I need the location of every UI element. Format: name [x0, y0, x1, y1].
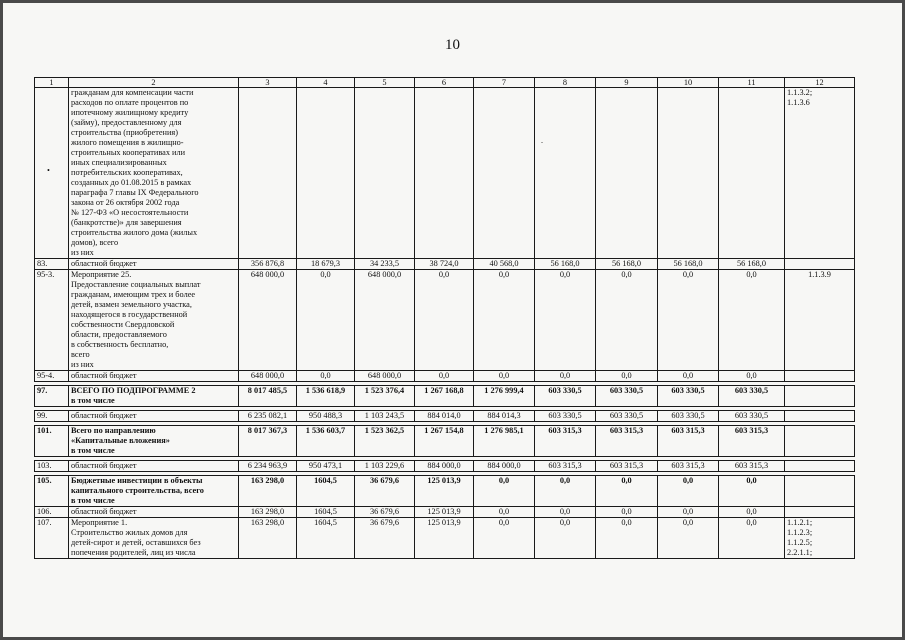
description-line: ВСЕГО ПО ПОДПРОГРАММЕ 2: [71, 386, 196, 395]
value-cell: 603 330,5: [658, 411, 719, 422]
value-cell: 1 276 999,4: [474, 386, 535, 407]
value-cell: 1 523 362,5: [355, 426, 415, 457]
value-cell: 1604,5: [297, 507, 355, 518]
description-line: закона от 26 октября 2002 года: [71, 198, 180, 207]
description-cell: [69, 426, 239, 457]
value-cell: 1 103 229,6: [355, 461, 415, 472]
header-cell: 7: [474, 78, 535, 88]
header-cell: 12: [785, 78, 855, 88]
description-line: расходов по оплате процентов по: [71, 98, 189, 107]
description-line: в том числе: [71, 496, 115, 505]
value-cell: 1 536 603,7: [297, 426, 355, 457]
value-cell: 1 267 154,8: [415, 426, 474, 457]
value-cell: 56 168,0: [658, 259, 719, 270]
value-cell: 163 298,0: [239, 476, 297, 507]
dash-mark: -: [541, 140, 543, 146]
table-row: [35, 518, 855, 559]
description-line: иных специализированных: [71, 158, 167, 167]
description-line: капитального строительства, всего: [71, 486, 204, 495]
row-number-cell: 103.: [35, 461, 69, 472]
row-number-cell: 97.: [35, 386, 69, 407]
value-cell: 0,0: [596, 371, 658, 382]
value-cell: 0,0: [596, 507, 658, 518]
reference-line: 1.1.3.6: [787, 98, 810, 107]
description-cell: [69, 88, 239, 259]
value-cell: 603 330,5: [719, 411, 785, 422]
row-number-cell: 105.: [35, 476, 69, 507]
value-cell: 1 536 618,9: [297, 386, 355, 407]
header-cell: 2: [69, 78, 239, 88]
value-cell: 0,0: [596, 476, 658, 507]
value-cell: [474, 88, 543, 259]
value-cell: 56 168,0: [535, 259, 596, 270]
reference-line: 1.1.2.3;: [787, 528, 813, 537]
description-line: из них: [71, 360, 94, 369]
value-cell: 603 315,3: [658, 461, 719, 472]
table-row: [35, 259, 855, 270]
reference-cell: [785, 507, 855, 518]
description-line: Строительство жилых домов для: [71, 528, 188, 537]
table-row: [35, 411, 855, 422]
value-cell: 0,0: [719, 518, 785, 559]
value-cell: 603 330,5: [719, 386, 785, 407]
page-number: 10: [445, 37, 460, 53]
table-row: [35, 426, 855, 457]
value-cell: 0,0: [719, 371, 785, 382]
description-line: в том числе: [71, 446, 115, 455]
description-line: в том числе: [71, 396, 115, 405]
header-cell: 10: [658, 78, 719, 88]
value-cell: 648 000,0: [355, 371, 415, 382]
value-cell: 0,0: [596, 518, 658, 559]
value-cell: 40 568,0: [474, 259, 535, 270]
value-cell: [239, 88, 297, 259]
value-cell: [355, 88, 415, 259]
description-line: детей, взамен земельного участка,: [71, 300, 192, 309]
value-cell: 603 330,5: [535, 386, 596, 407]
value-cell: 884 014,0: [415, 411, 474, 422]
reference-line: 2.2.1.1;: [787, 548, 813, 557]
reference-cell: [785, 476, 855, 507]
value-cell: 884 000,0: [474, 461, 535, 472]
row-number-cell: 95-3.: [35, 270, 69, 371]
description-line: (банкротстве)» для завершения: [71, 218, 182, 227]
reference-cell: [785, 386, 855, 407]
value-cell: 603 315,3: [535, 461, 596, 472]
description-line: из них: [71, 248, 94, 257]
value-cell: 603 330,5: [658, 386, 719, 407]
reference-line: 1.1.3.2;: [787, 88, 813, 97]
description-line: строительства (приобретения): [71, 128, 179, 137]
value-cell: 603 315,3: [596, 461, 658, 472]
reference-line: 1.1.2.5;: [787, 538, 813, 547]
row-number-cell: 106.: [35, 507, 69, 518]
value-cell: 648 000,0: [355, 270, 415, 371]
value-cell: 6 234 963,9: [239, 461, 297, 472]
description-cell: областной бюджет: [69, 507, 239, 518]
value-cell: [535, 88, 596, 259]
description-line: домов), всего: [71, 238, 119, 247]
value-cell: 603 315,3: [535, 426, 596, 457]
reference-cell: [785, 259, 855, 270]
value-cell: [719, 88, 785, 259]
reference-cell: [785, 426, 855, 457]
table-row: [35, 476, 855, 507]
description-line: гражданам для компенсации части: [71, 88, 194, 97]
value-cell: 34 233,5: [355, 259, 415, 270]
value-cell: 0,0: [474, 518, 535, 559]
value-cell: [297, 88, 355, 259]
description-line: находящегося в государственной: [71, 310, 188, 319]
value-cell: 163 298,0: [239, 518, 297, 559]
value-cell: 0,0: [658, 371, 719, 382]
value-cell: 0,0: [658, 476, 719, 507]
value-cell: 0,0: [719, 507, 785, 518]
header-cell: 5: [355, 78, 415, 88]
description-line: собственности Свердловской: [71, 320, 175, 329]
header-cell: 3: [239, 78, 297, 88]
value-cell: 0,0: [474, 476, 535, 507]
reference-cell: [785, 371, 855, 382]
value-cell: 1 523 376,4: [355, 386, 415, 407]
value-cell: 1604,5: [297, 518, 355, 559]
description-cell: областной бюджет: [69, 411, 239, 422]
header-row: [35, 78, 855, 88]
description-line: Всего по направлению: [71, 426, 156, 435]
value-cell: 56 168,0: [719, 259, 785, 270]
value-cell: 8 017 367,3: [239, 426, 297, 457]
reference-cell: [785, 461, 855, 472]
table-row: [35, 386, 855, 407]
value-cell: 0,0: [535, 371, 596, 382]
description-line: потребительских кооперативах,: [71, 168, 183, 177]
value-cell: 38 724,0: [415, 259, 474, 270]
header-cell: 1: [35, 78, 69, 88]
value-cell: 0,0: [535, 518, 596, 559]
value-cell: 0,0: [415, 371, 474, 382]
description-line: гражданам, имеющим трех и более: [71, 290, 196, 299]
value-cell: 36 679,6: [355, 507, 415, 518]
reference-cell: 1.1.3.9: [785, 270, 855, 371]
value-cell: 950 488,3: [297, 411, 355, 422]
value-cell: [596, 88, 658, 259]
value-cell: 950 473,1: [297, 461, 355, 472]
value-cell: 163 298,0: [239, 507, 297, 518]
bullet-mark: •: [47, 166, 50, 175]
description-line: Мероприятие 25.: [71, 270, 132, 279]
reference-cell: [785, 411, 855, 422]
value-cell: 125 013,9: [415, 507, 474, 518]
value-cell: 0,0: [535, 507, 596, 518]
value-cell: 0,0: [415, 270, 474, 371]
description-cell: [69, 476, 239, 507]
row-number-cell: 107.: [35, 518, 69, 559]
header-cell: 6: [415, 78, 474, 88]
description-cell: областной бюджет: [69, 461, 239, 472]
table-row: [35, 270, 855, 371]
description-line: детей-сирот и детей, оставшихся без: [71, 538, 201, 547]
value-cell: 8 017 485,5: [239, 386, 297, 407]
description-line: попечения родителей, лиц из числа: [71, 548, 196, 557]
value-cell: 603 315,3: [719, 426, 785, 457]
description-cell: [69, 270, 239, 371]
description-line: строительства жилого дома (жилых: [71, 228, 198, 237]
table-row: [35, 371, 855, 382]
description-cell: [69, 386, 239, 407]
header-cell: 9: [596, 78, 658, 88]
value-cell: 0,0: [658, 270, 719, 371]
value-cell: 603 315,3: [719, 461, 785, 472]
description-line: жилого помещения в жилищно-: [71, 138, 184, 147]
document-page: [3, 3, 902, 637]
description-line: в собственность бесплатно,: [71, 340, 169, 349]
value-cell: 0,0: [719, 270, 785, 371]
reference-cell: [785, 88, 855, 259]
description-line: Предоставление социальных выплат: [71, 280, 201, 289]
value-cell: 603 330,5: [596, 386, 658, 407]
value-cell: 1 103 243,5: [355, 411, 415, 422]
header-cell: 4: [297, 78, 355, 88]
value-cell: 125 013,9: [415, 518, 474, 559]
value-cell: 0,0: [474, 270, 535, 371]
description-line: параграфа 7 главы IX Федерального: [71, 188, 199, 197]
value-cell: [658, 88, 719, 259]
description-cell: [69, 518, 239, 559]
reference-cell: [785, 518, 855, 559]
value-cell: 603 315,3: [596, 426, 658, 457]
value-cell: 0,0: [297, 371, 355, 382]
value-cell: 356 876,8: [239, 259, 297, 270]
value-cell: 1604,5: [297, 476, 355, 507]
value-cell: 1 267 168,8: [415, 386, 474, 407]
value-cell: 0,0: [596, 270, 658, 371]
value-cell: 0,0: [535, 270, 596, 371]
reference-line: 1.1.2.1;: [787, 518, 813, 527]
value-cell: 36 679,6: [355, 518, 415, 559]
row-number-cell: 83.: [35, 259, 69, 270]
description-line: созданных до 01.08.2015 в рамках: [71, 178, 192, 187]
table-row: [35, 507, 855, 518]
table-row: [35, 461, 855, 472]
description-line: всего: [71, 350, 90, 359]
description-cell: областной бюджет: [69, 371, 239, 382]
description-line: ипотечному жилищному кредиту: [71, 108, 189, 117]
value-cell: 18 679,3: [297, 259, 355, 270]
row-number-cell: 95-4.: [35, 371, 69, 382]
value-cell: 603 330,5: [535, 411, 596, 422]
value-cell: 648 000,0: [239, 270, 297, 371]
value-cell: 1 276 985,1: [474, 426, 535, 457]
description-line: области, предоставляемого: [71, 330, 167, 339]
description-line: строительных кооперативах или: [71, 148, 186, 157]
value-cell: 603 330,5: [596, 411, 658, 422]
description-line: «Капитальные вложения»: [71, 436, 170, 445]
value-cell: [415, 88, 474, 259]
description-line: Бюджетные инвестиции в объекты: [71, 476, 203, 485]
description-line: № 127-ФЗ «О несостоятельности: [71, 208, 189, 217]
value-cell: 56 168,0: [596, 259, 658, 270]
description-line: Мероприятие 1.: [71, 518, 128, 527]
header-cell: 8: [535, 78, 596, 88]
row-number-cell: 101.: [35, 426, 69, 457]
value-cell: 884 014,3: [474, 411, 535, 422]
value-cell: 603 315,3: [658, 426, 719, 457]
table-row: [35, 88, 855, 259]
description-cell: областной бюджет: [69, 259, 239, 270]
value-cell: 0,0: [297, 270, 355, 371]
value-cell: 0,0: [474, 507, 535, 518]
value-cell: 0,0: [658, 518, 719, 559]
value-cell: 125 013,9: [415, 476, 474, 507]
value-cell: 36 679,6: [355, 476, 415, 507]
value-cell: 0,0: [719, 476, 785, 507]
value-cell: 884 000,0: [415, 461, 474, 472]
row-number-cell: [35, 88, 69, 259]
budget-table: [34, 77, 855, 559]
value-cell: 6 235 082,1: [239, 411, 297, 422]
row-number-cell: 99.: [35, 411, 69, 422]
value-cell: 648 000,0: [239, 371, 297, 382]
header-cell: 11: [719, 78, 785, 88]
value-cell: 0,0: [658, 507, 719, 518]
description-line: (займу), предоставленному для: [71, 118, 182, 127]
value-cell: 0,0: [474, 371, 535, 382]
value-cell: 0,0: [535, 476, 596, 507]
